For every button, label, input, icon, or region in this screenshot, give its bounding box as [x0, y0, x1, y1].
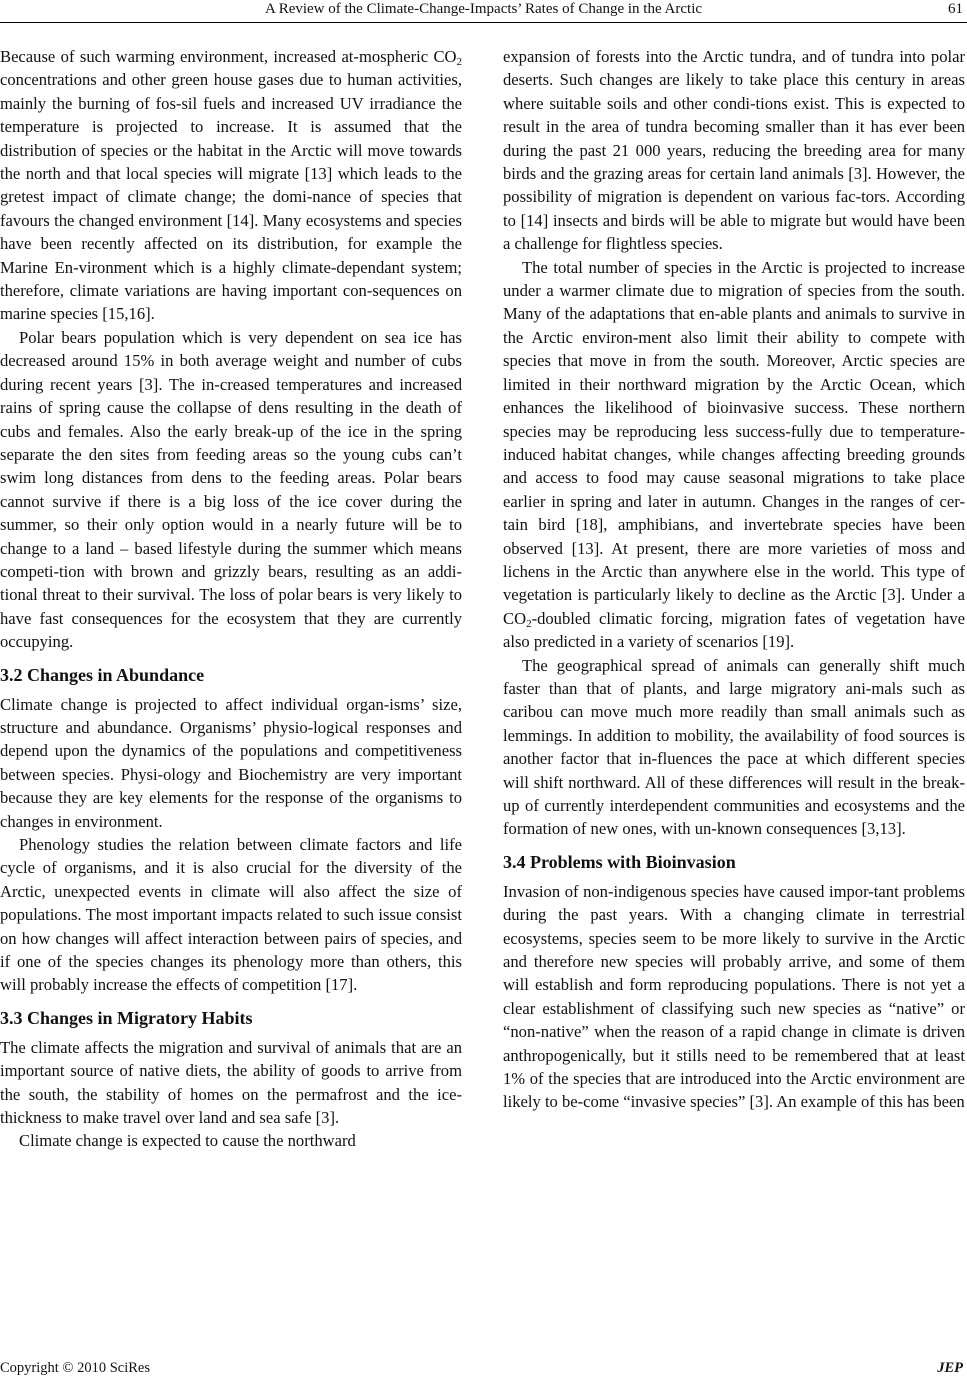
paragraph: Polar bears population which is very dependent on sea ice has decreased around 15% in both average weight and number of cubs during recent years [3]. The in-creased temperatures and increased rains of spring cause the collapse of dens resulting in the death of cubs and females. Also the early break-up of the ice in the spring separate the den sites from feeding areas so the young cubs can’t swim long distances from dens to the feeding areas. Polar bears cannot survive if there is a big loss of the ice cover during the summer, so their only option would in a nearly future will be to change to a land – based lifestyle during the summer which means competi-tion with brown and grizzly bears, resulting as an addi-tional threat to their survival. The loss of polar bears is very likely to have fast consequences for the ecosystem that they are currently occupying. — [0, 327, 462, 652]
header-rule — [0, 22, 967, 23]
right-column — [503, 45, 965, 1114]
section-heading: 3.2 Changes in Abundance — [0, 664, 205, 685]
section-heading: 3.3 Changes in Migratory Habits — [0, 1007, 253, 1028]
section-heading: 3.4 Problems with Bioinvasion — [503, 851, 736, 872]
paragraph: expansion of forests into the Arctic tundra, and of tundra into polar deserts. Such changes are likely to take place this century in areas where suitable soils and other condi-tions exist. This is expected to result in the area of tundra becoming smaller than it has ever been during the past 21 000 years, reducing the breeding area for many birds and the grazing areas for certain land animals [3]. However, the possibility of migration is dependent on various fac-tors. According to [14] insects and birds will be able to migrate but would have been a challenge for flightless species. — [503, 47, 965, 254]
paragraph: Invasion of non-indigenous species have caused impor-tant problems during the past years. With a changing climate in terrestrial ecosystems, species seem to be more likely to survive in the Arctic and therefore new species will probably arrive, and some of them will establish and form reproducing populations. There is not yet a clear establishment of classifying such new species as “native” or “non-native” when the reason of a rapid change in climate is driven anthropogenically, but it stills need to be remembered that at least 1% of the species that are introduced into the Arctic environment are likely to be-come “invasive species” [3]. An example of this has been — [503, 881, 965, 1112]
paragraph: Climate change is projected to affect individual organ-isms’ size, structure and abundance. Organisms’ physio-logical responses and depend upon the dynamics of the populations and competitiveness between species. Physi-ology and Biochemistry are very important because they are key elements for the response of the organisms to changes in environment. — [0, 694, 462, 831]
copyright-notice: Copyright © 2010 SciRes — [0, 1360, 150, 1376]
paragraph: Phenology studies the relation between climate factors and life cycle of organisms, and it is also crucial for the diversity of the Arctic, unexpected events in climate will also affect the size of populations. The most important impacts related to such issue consist on how changes will affect interaction between pairs of species, and if one of the species changes its phenology more than others, this will probably increase the effects of competition [17]. — [0, 835, 462, 995]
paragraph: The geographical spread of animals can generally shift much faster than that of plants, and large migratory ani-mals such as caribou can move much more readily than small animals such as lemmings. In addition to mobility, the availability of food sources is another factor that in-fluences the pace at which different species will shift northward. All of these differences will result in the break-up of currently interdependent communities and ecosystems and the formation of new ones, with un-known consequences [3,13]. — [503, 655, 965, 839]
paragraph: Because of such warming environment, increased at-mospheric $CO_2$ concentrations and other green house gases due to human activities, mainly the burning of fos-sil fuels and increased UV irradiance the temperature is projected to increase. It is assumed that the distribution of species or the habitat in the Arctic will move towards the north and that local species will migrate [13] which leads to the gretest impact of climate change; the domi-nance of species that favours the changed environment [14]. Many ecosystems and species have been recently affected on its distribution, for example the Marine En-vironment which is a highly climate-dependant system; therefore, climate variations are having important con-sequences on marine species [15,16]. — [0, 47, 462, 324]
paragraph: The climate affects the migration and survival of animals that are an important source of native diets, the ability of goods to arrive from the south, the stability of homes on the permafrost and the ice-thickness to make travel over land and sea safe [3]. — [0, 1037, 462, 1128]
running-title: A Review of the Climate-Change-Impacts’ Rates of Change in the Arctic — [264, 1, 703, 17]
page-footer — [0, 1360, 967, 1382]
paragraph: The total number of species in the Arctic is projected to increase under a warmer climate due to migration of species from the south. Many of the adaptations that en-able plants and animals to survive in the Arctic environ-ment also limit their ability to compete with species that move in from the south. Moreover, Arctic species are limited in their northward migration by the Arctic Ocean, which enhances the likelihood of bioinvasive success. These northern species may be reproducing less success-fully due to temperature-induced habitat changes, while changes affecting breeding grounds and access to food may cause seasonal migrations to take place earlier in spring and later in autumn. Changes in the ranges of cer-tain bird [18], amphibians, and invertebrate species have been observed [13]. At present, there are more varieties of moss and lichens in the Arctic than anywhere else in the world. This type of vegetation is particularly likely to decline as the Arctic [3]. Under a $CO_2$-doubled climatic forcing, migration fates of vegetation have also predicted in a variety of scenarios [19]. — [503, 257, 965, 652]
page-number: 61 — [948, 1, 963, 17]
left-column — [0, 45, 462, 1153]
journal-abbreviation: JEP — [937, 1360, 963, 1376]
running-header — [0, 0, 967, 24]
paragraph: Climate change is expected to cause the northward — [19, 1131, 356, 1151]
